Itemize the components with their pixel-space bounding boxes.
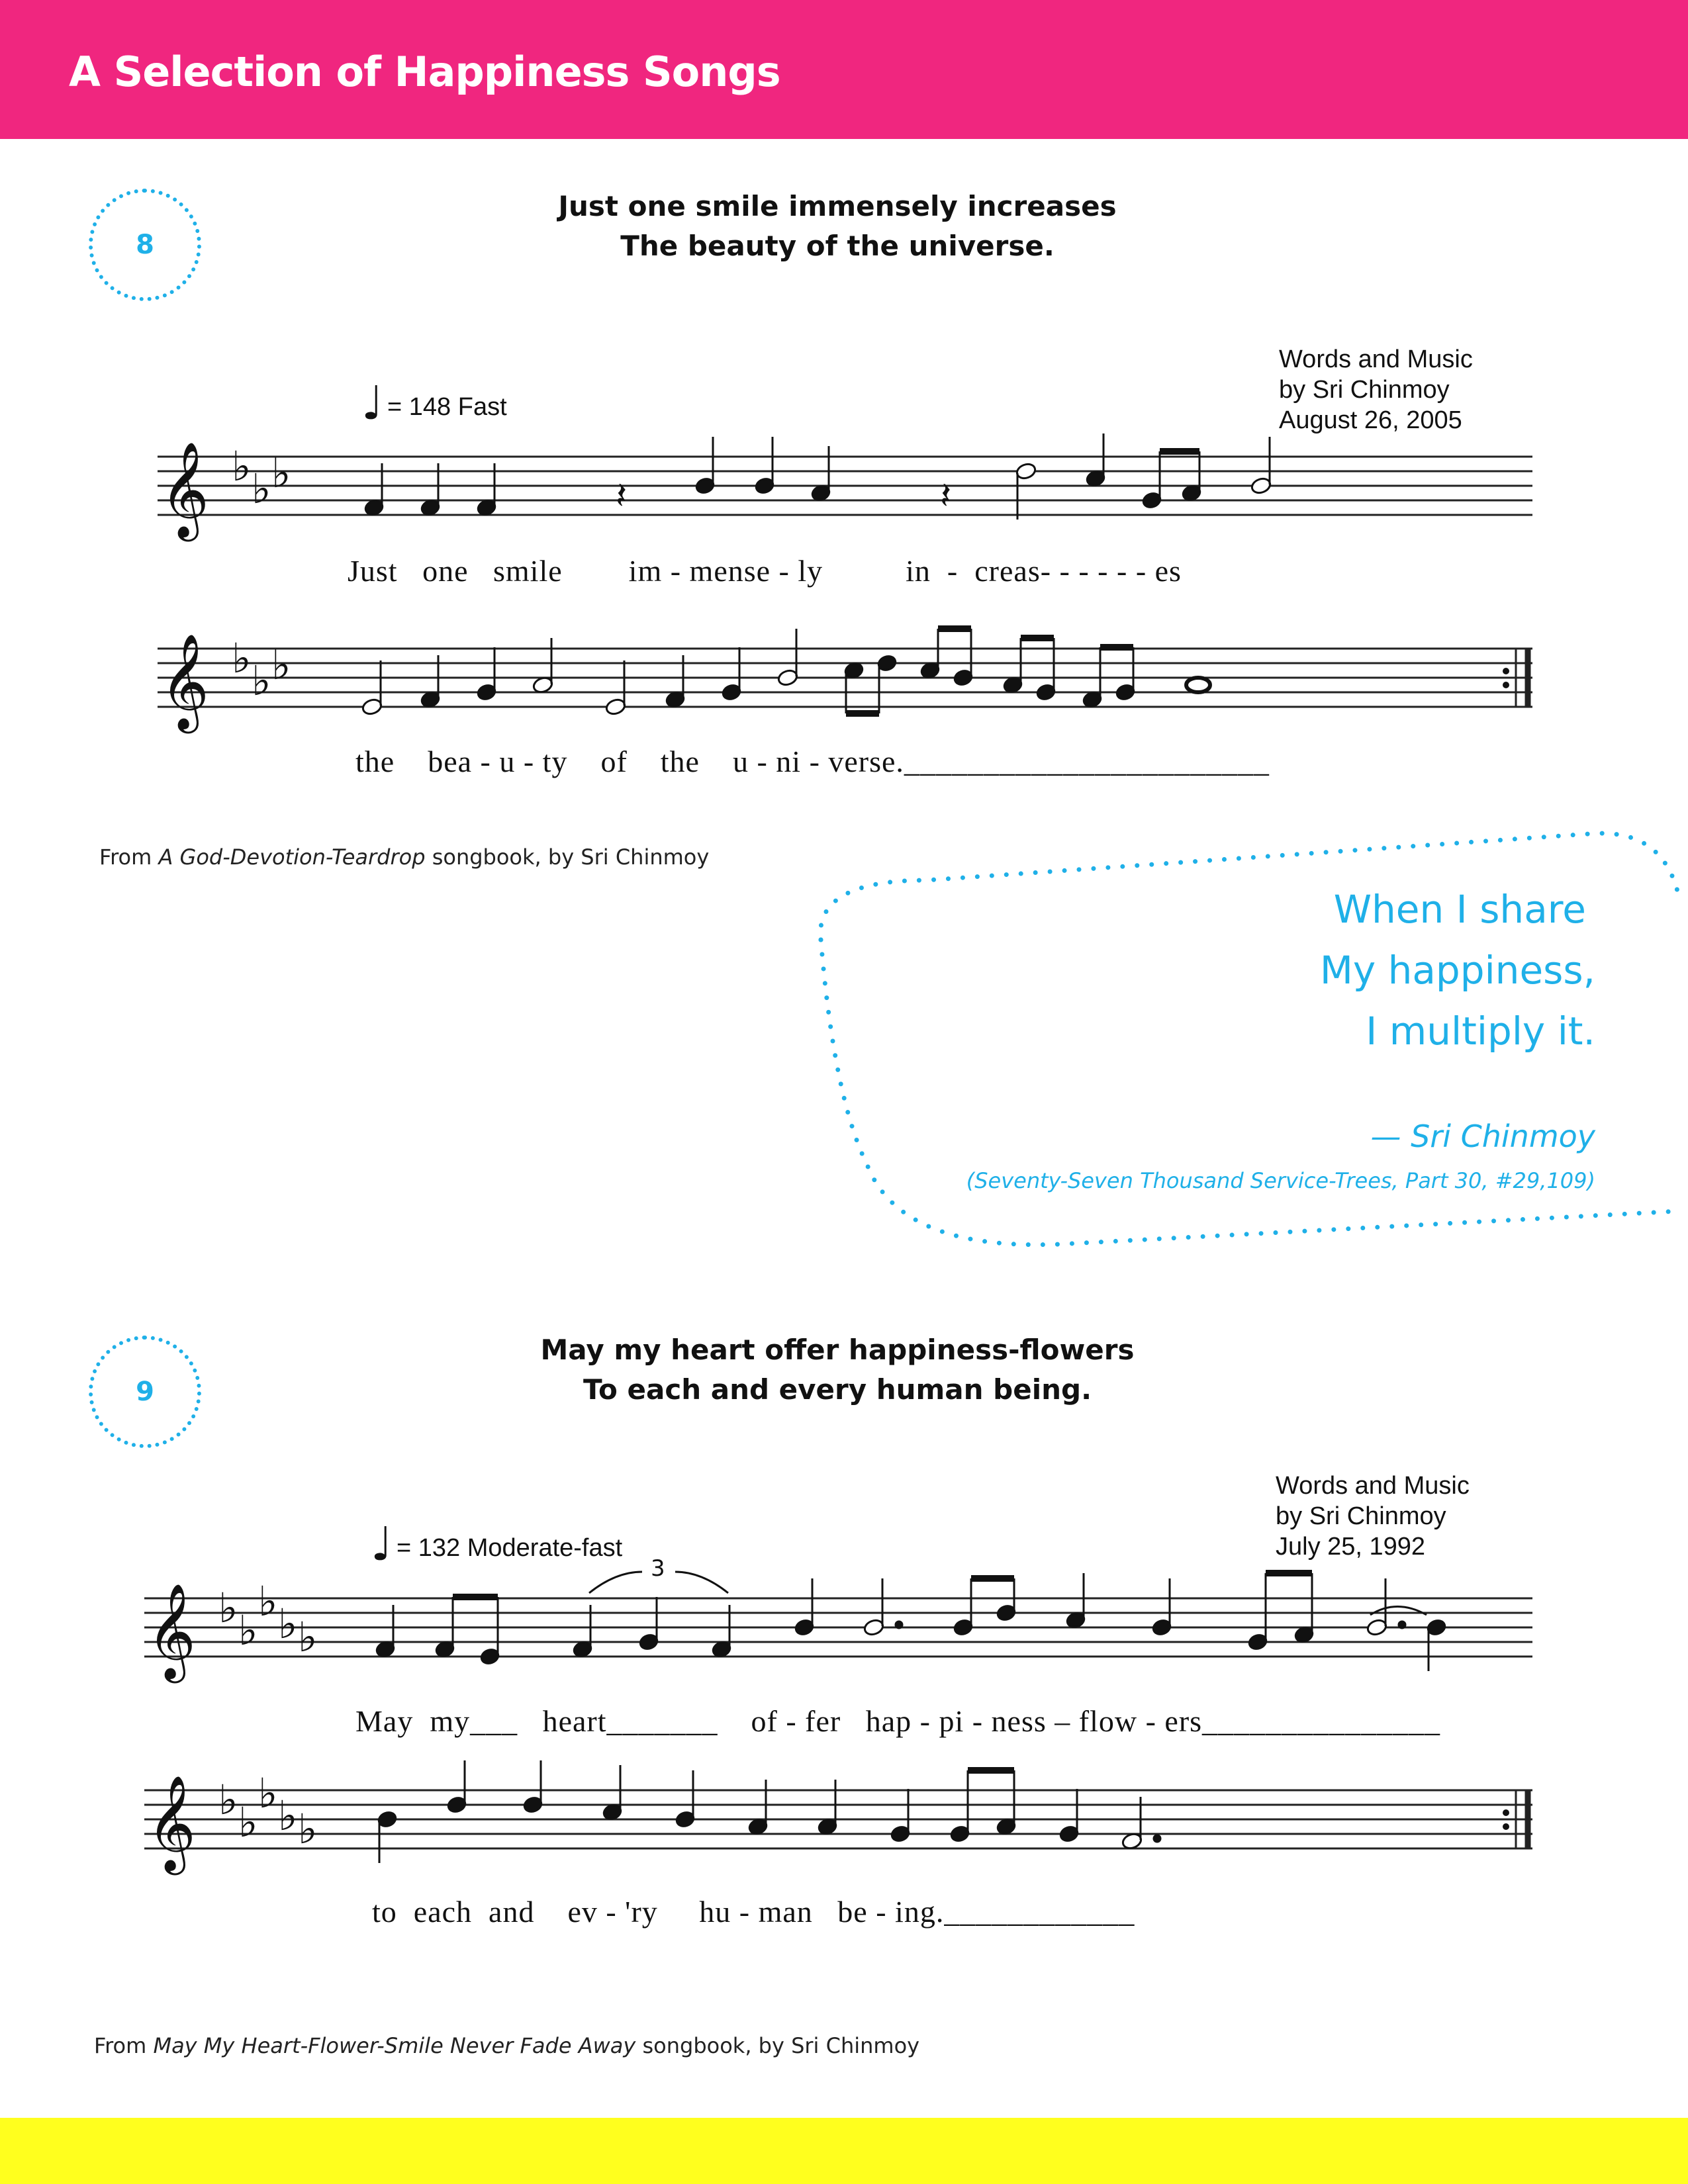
- triplet-marker: [651, 1555, 665, 1582]
- credits-line: by Sri Chinmoy: [1279, 376, 1450, 404]
- svg-text:♭: ♭: [271, 449, 291, 497]
- svg-text:♭: ♭: [258, 1577, 278, 1625]
- song-credits: [1279, 344, 1473, 435]
- lyrics-line: the bea - u - ty of the u - ni - verse._______________________: [355, 745, 1270, 778]
- song-title-line2: To each and every human being.: [583, 1373, 1092, 1406]
- song-title-line1: Just one smile immensely increases: [558, 190, 1117, 222]
- music-staff: [139, 1555, 1542, 1711]
- treble-clef-icon: 𝄞: [147, 1775, 196, 1871]
- svg-text:♭: ♭: [258, 1769, 278, 1817]
- tempo-text: = 148 Fast: [387, 393, 507, 421]
- svg-text:3: 3: [651, 1555, 665, 1582]
- credits-line: Words and Music: [1279, 345, 1473, 373]
- svg-text:♭: ♭: [278, 1600, 298, 1648]
- lyrics-line: Just one smile im - mense - ly in - creas- - - - - - es: [348, 554, 1182, 588]
- music-staff: [152, 437, 1542, 569]
- quote-line: My happiness,: [1319, 948, 1595, 993]
- credits-line: by Sri Chinmoy: [1276, 1502, 1446, 1530]
- svg-text:♭: ♭: [232, 442, 252, 490]
- song-title-line2: The beauty of the universe.: [620, 230, 1055, 262]
- tempo-marking: [371, 1517, 622, 1571]
- song-number-badge: 8: [89, 189, 201, 301]
- svg-text:♭: ♭: [218, 1584, 238, 1632]
- quote-source: (Seventy-Seven Thousand Service-Trees, Part 30, #29,109): [966, 1168, 1595, 1193]
- footer-bar: [0, 2118, 1688, 2184]
- svg-text:♭: ♭: [298, 1613, 318, 1661]
- header-banner: [0, 0, 1688, 139]
- song-title-line1: May my heart offer happiness-flowers: [540, 1334, 1135, 1366]
- song-credits: [1276, 1471, 1470, 1562]
- svg-text:♭: ♭: [232, 634, 252, 682]
- music-staff: [152, 629, 1542, 761]
- svg-text:𝄽: 𝄽: [616, 475, 628, 518]
- quote-author: — Sri Chinmoy: [1370, 1118, 1595, 1154]
- quote-line: I multiply it.: [1366, 1009, 1595, 1054]
- quote-line: When I share: [1333, 887, 1586, 932]
- credits-line: July 25, 1992: [1276, 1533, 1426, 1561]
- svg-text:♭: ♭: [298, 1805, 318, 1853]
- song-title: [430, 187, 1244, 266]
- key-signature: [232, 442, 291, 513]
- svg-text:♭: ♭: [252, 465, 271, 513]
- music-staff: [139, 1770, 1542, 1903]
- key-signature: [232, 634, 291, 705]
- lyrics-line: to each and ev - 'ry hu - man be - ing.____________: [372, 1895, 1135, 1929]
- song-source: From May My Heart-Flower-Smile Never Fade Away songbook, by Sri Chinmoy: [94, 2033, 920, 2058]
- credits-line: Words and Music: [1276, 1472, 1470, 1500]
- svg-text:𝄽: 𝄽: [940, 475, 952, 518]
- quarter-note-icon: ♩: [371, 1517, 393, 1571]
- svg-text:♭: ♭: [218, 1776, 238, 1824]
- song-title: [430, 1330, 1244, 1410]
- key-signature: [218, 1769, 317, 1853]
- credits-line: August 26, 2005: [1279, 406, 1462, 434]
- notes: [361, 629, 1210, 716]
- quarter-note-icon: ♩: [361, 376, 384, 430]
- tempo-text: = 132 Moderate-fast: [397, 1534, 623, 1562]
- lyrics-line: May my___ heart_______ of - fer hap - pi - ness – flow - ers_______________: [355, 1704, 1441, 1738]
- svg-text:♭: ♭: [252, 657, 271, 705]
- page-title: A Selection of Happiness Songs: [69, 48, 780, 96]
- svg-text:♭: ♭: [271, 641, 291, 689]
- song-source: From A God-Devotion-Teardrop songbook, by Sri Chinmoy: [99, 844, 710, 870]
- song-number-badge: 9: [89, 1336, 201, 1448]
- svg-text:♭: ♭: [278, 1792, 298, 1840]
- svg-text:♭: ♭: [238, 1606, 258, 1655]
- songbook-title: May My Heart-Flower-Smile Never Fade Away: [153, 2033, 636, 2058]
- songbook-title: A God-Devotion-Teardrop: [158, 844, 426, 870]
- treble-clef-icon: 𝄞: [147, 1583, 196, 1679]
- treble-clef-icon: 𝄞: [160, 441, 209, 537]
- tempo-marking: [361, 376, 507, 430]
- key-signature: [218, 1577, 317, 1661]
- notes: [363, 433, 1272, 520]
- svg-text:♭: ♭: [238, 1798, 258, 1846]
- treble-clef-icon: 𝄞: [160, 633, 209, 729]
